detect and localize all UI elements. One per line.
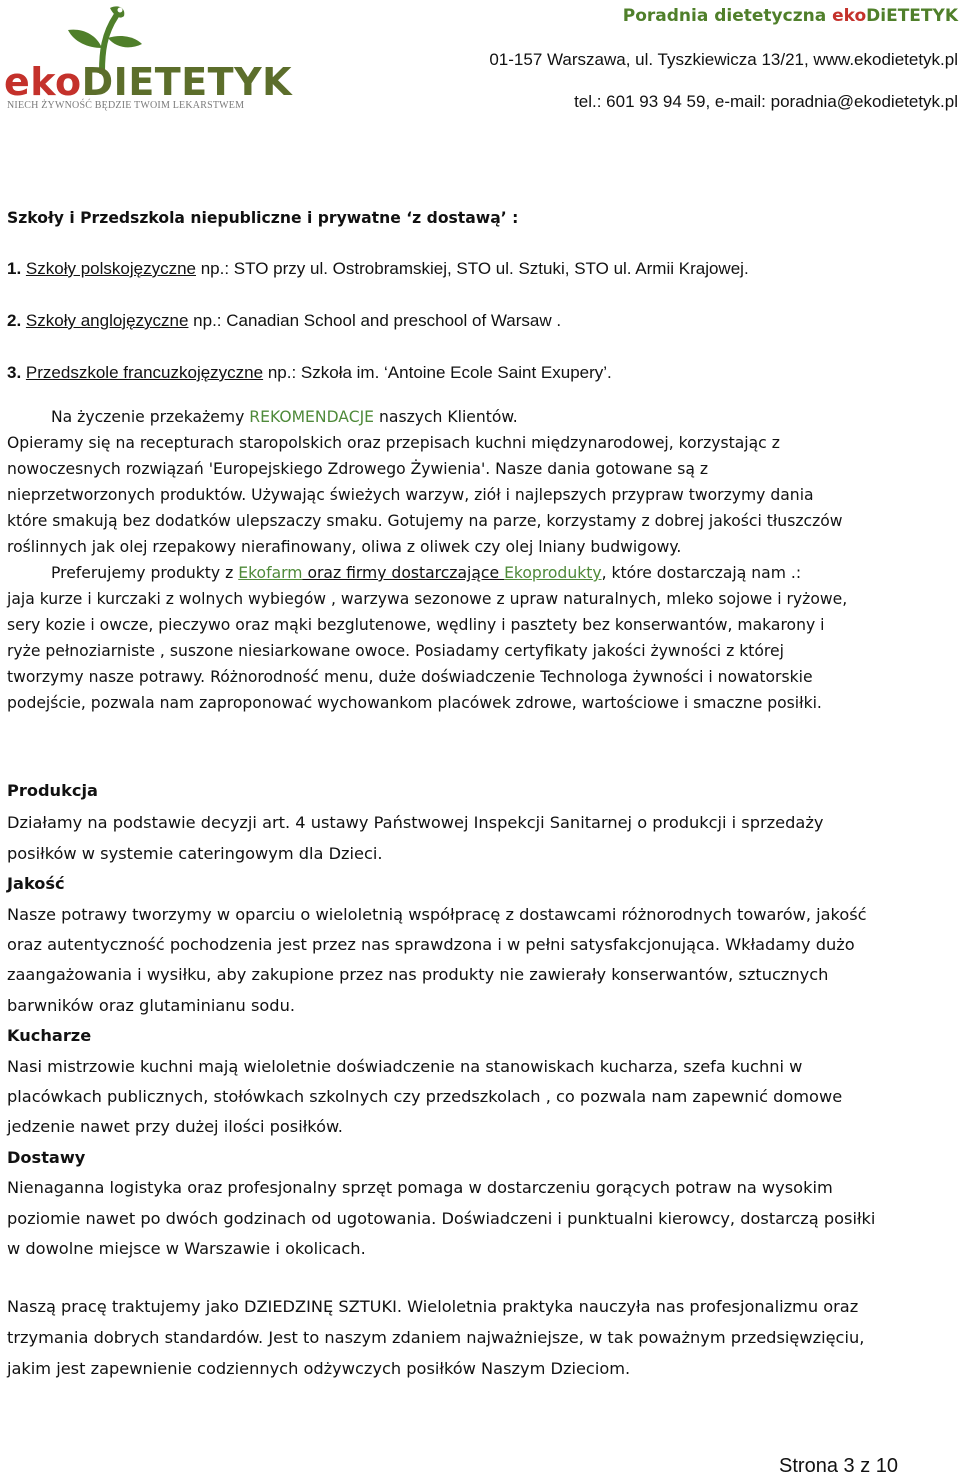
school-item-text: np.: Canadian School and preschool of Warsaw . bbox=[188, 311, 562, 330]
products-line: sery kozie i owcze, pieczywo oraz mąki bezglutenowe, wędliny i pasztety bez konserwantów, makarony i bbox=[7, 616, 825, 634]
products-line: jaja kurze i kurczaki z wolnych wybiegów , warzywa sezonowe z upraw naturalnych, mleko sojowe i ryżowe, bbox=[7, 590, 848, 608]
prefer-line bbox=[7, 560, 957, 586]
section-line: placówkach publicznych, stołówkach szkolnych czy przedszkolach , co pozwala nam zapewnić domowe bbox=[7, 1087, 843, 1107]
section-line: jedzenie nawet przy dużej ilości posiłków. bbox=[7, 1117, 343, 1137]
header-contact bbox=[489, 6, 958, 112]
intro-line: które smakują bez dodatków ulepszaczy smaku. Gotujemy na parze, korzystamy z dobrej jakości tłuszczów bbox=[7, 512, 843, 530]
products-line: tworzymy nasze potrawy. Różnorodność menu, duże doświadczenie Technologa żywności i nowatorskie bbox=[7, 668, 813, 686]
recommendation-line bbox=[7, 404, 957, 430]
products-line: ryże pełnoziarniste , suszone niesiarkowane owoce. Posiadamy certyfikaty jakości żywności z której bbox=[7, 642, 784, 660]
schools-heading: Szkoły i Przedszkola niepubliczne i prywatne ‘z dostawą’ : bbox=[7, 209, 519, 227]
section-heading-jakosc: Jakość bbox=[7, 874, 65, 894]
section-line: Nienaganna logistyka oraz profesjonalny sprzęt pomaga w dostarczeniu gorących potraw na wysokim bbox=[7, 1178, 833, 1198]
logo-dietetyk: DIETETYK bbox=[81, 60, 293, 104]
school-item-link[interactable]: Szkoły polskojęzyczne bbox=[25, 259, 196, 278]
closing-line: Naszą pracę traktujemy jako DZIEDZINĘ SZTUKI. Wieloletnia praktyka nauczyła nas profesjonalizmu oraz bbox=[7, 1297, 859, 1316]
closing-line: jakim jest zapewnienie codziennych odżywczych posiłków Naszym Dzieciom. bbox=[7, 1358, 631, 1378]
section-heading-produkcja: Produkcja bbox=[7, 781, 98, 800]
school-item-text: np.: Szkoła im. ‘Antoine Ecole Saint Exupery’. bbox=[263, 363, 612, 382]
page-number: Strona 3 z 10 bbox=[779, 1455, 898, 1477]
schools-section bbox=[7, 205, 957, 716]
logo-slogan: NIECH ŻYWNOŚĆ BĘDZIE TWOIM LEKARSTWEM bbox=[7, 100, 245, 111]
logo-eko: eko bbox=[4, 60, 82, 104]
recommendation-pre: Na życzenie przekażemy bbox=[51, 408, 250, 426]
recommendation-post: naszych Klientów. bbox=[374, 408, 518, 426]
clinic-title bbox=[489, 6, 958, 26]
company-info-section bbox=[7, 776, 957, 1265]
ekoprodukty-link[interactable]: Ekoprodukty bbox=[504, 564, 602, 582]
school-item-number: 3. bbox=[7, 363, 22, 382]
clinic-title-rest: DiETETYK bbox=[866, 6, 958, 26]
intro-line: nieprzetworzonych produktów. Używając świeżych warzyw, ziół i najlepszych przypraw tworzymy dania bbox=[7, 486, 814, 504]
clinic-contact: tel.: 601 93 94 59, e-mail: poradnia@ekodietetyk.pl bbox=[574, 92, 958, 111]
section-line: w dowolne miejsce w Warszawie i okolicach. bbox=[7, 1239, 366, 1259]
school-item-link[interactable]: Szkoły anglojęzyczne bbox=[25, 311, 189, 330]
section-line: zaangażowania i wysiłku, aby zakupione przez nas produkty nie zawierały konserwantów, sztucznych bbox=[7, 965, 829, 985]
school-item-link[interactable]: Przedszkole francuzkojęzyczne bbox=[25, 363, 264, 382]
section-line: Nasze potrawy tworzymy w oparciu o wieloletnią współpracę z dostawcami różnorodnych towarów, jakość bbox=[7, 904, 867, 924]
intro-line: roślinnych jak olej rzepakowy nierafinowany, oliwa z oliwek czy olej lniany budwigowy. bbox=[7, 538, 682, 556]
section-line: barwników oraz glutaminianu sodu. bbox=[7, 995, 295, 1015]
intro-line: nowoczesnych rozwiązań 'Europejskiego Zdrowego Żywienia'. Nasze dania gotowane są z bbox=[7, 460, 709, 478]
products-line: podejście, pozwala nam zaproponować wychowankom placówek zdrowe, wartościowe i smaczne posiłki. bbox=[7, 694, 822, 712]
clinic-address: 01-157 Warszawa, ul. Tyszkiewicza 13/21, www.ekodietetyk.pl bbox=[489, 50, 958, 69]
school-item-2 bbox=[7, 308, 957, 334]
section-line: oraz autentyczność pochodzenia jest przez nas sprawdzona i w pełni satysfakcjonująca. Wkładamy dużo bbox=[7, 935, 855, 955]
closing-paragraph bbox=[7, 1292, 957, 1384]
clinic-title-eko: eko bbox=[832, 6, 867, 26]
section-heading-kucharze: Kucharze bbox=[7, 1026, 92, 1046]
ekodietetyk-logo bbox=[4, 4, 293, 112]
prefer-pre: Preferujemy produkty z bbox=[51, 564, 239, 582]
school-item-1 bbox=[7, 256, 957, 282]
prefer-post: , które dostarczają nam .: bbox=[601, 564, 802, 582]
school-item-3 bbox=[7, 360, 957, 386]
section-heading-dostawy: Dostawy bbox=[7, 1147, 86, 1167]
section-line: posiłków w systemie cateringowym dla Dzieci. bbox=[7, 843, 383, 863]
intro-line: Opieramy się na recepturach staropolskich oraz przepisach kuchni międzynarodowej, korzystając z bbox=[7, 434, 780, 452]
logo-wordmark bbox=[4, 60, 292, 104]
recommendations-link[interactable]: REKOMENDACJE bbox=[249, 408, 375, 426]
section-line: poziomie nawet po dwóch godzinach od ugotowania. Doświadczeni i punktualni kierowcy, dostarczą posiłki bbox=[7, 1208, 876, 1228]
ekofarm-link[interactable]: Ekofarm bbox=[238, 564, 303, 582]
school-item-text: np.: STO przy ul. Ostrobramskiej, STO ul. Sztuki, STO ul. Armii Krajowej. bbox=[196, 259, 749, 278]
school-item-number: 1. bbox=[7, 259, 22, 278]
clinic-title-prefix: Poradnia dietetyczna bbox=[622, 6, 833, 26]
closing-line: trzymania dobrych standardów. Jest to naszym zdaniem najważniejsze, w tak poważnym przedsięwzięciu, bbox=[7, 1327, 865, 1347]
school-item-number: 2. bbox=[7, 311, 22, 330]
section-line: Nasi mistrzowie kuchni mają wieloletnie doświadczenie na stanowiskach kucharza, szefa kuchni w bbox=[7, 1056, 803, 1076]
prefer-mid: oraz firmy dostarczające bbox=[302, 564, 505, 582]
section-line: Działamy na podstawie decyzji art. 4 ustawy Państwowej Inspekcji Sanitarnej o produkcji i sprzedaży bbox=[7, 813, 824, 833]
